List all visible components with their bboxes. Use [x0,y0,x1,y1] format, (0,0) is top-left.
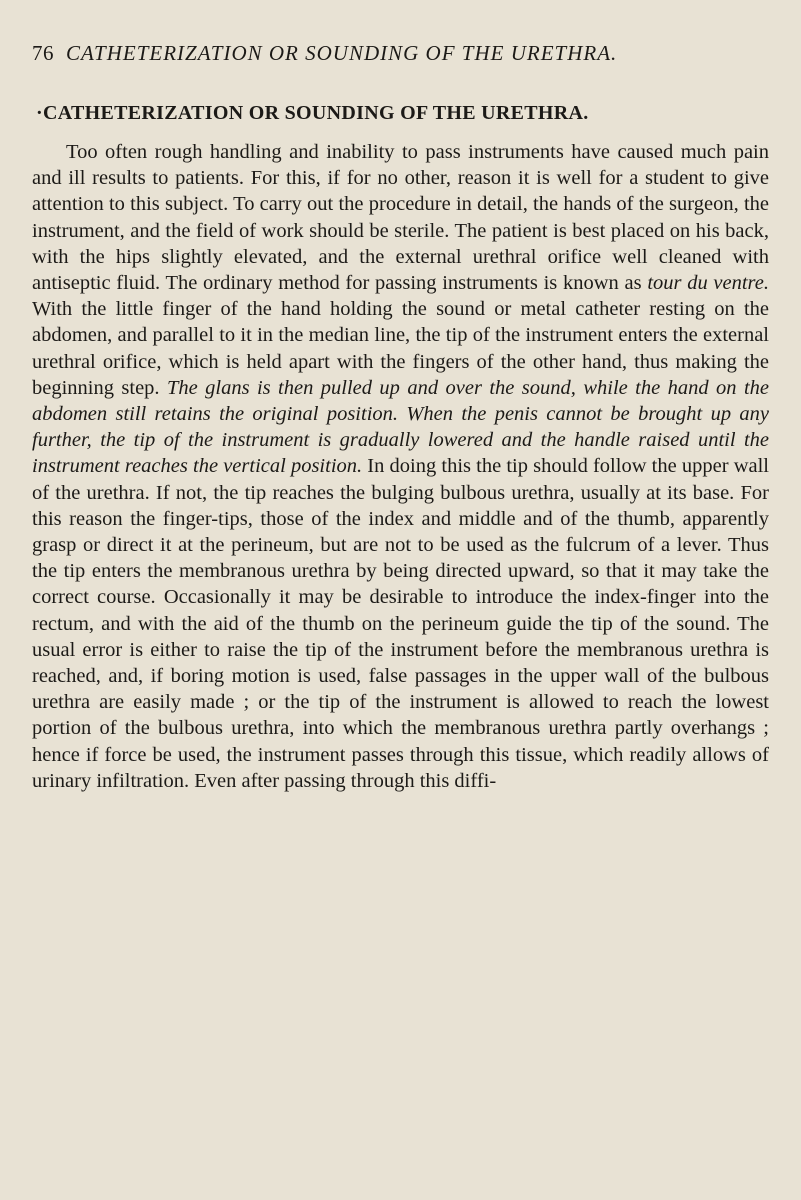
paragraph-text-3: In doing this the tip should follow the upper wall of the urethra. If not, the tip reaches the bulging bulbous urethra, usually at its base. For this reason the finger-tips, those of the index and middle and of the thumb, apparently grasp or direct it at the perineum, but are not to be used as the fulcrum of a lever. Thus the tip enters the membranous urethra by being directed upward, so that it may take the correct course. Occasionally it may be desirable to introduce the index-finger into the rectum, and with the aid of the thumb on the perineum guide the tip of the sound. The usual error is either to raise the tip of the instrument before the membranous urethra is reached, and, if boring motion is used, false passages in the upper wall of the bulbous urethra are easily made ; or the tip of the instrument is allowed to reach the lowest portion of the bulbous urethra, into which the membranous urethra partly overhangs ; hence if force be used, the instrument passes through this tissue, which readily allows of urinary infiltration. Even after passing through this diffi- [32,455,769,792]
body-paragraph [32,139,769,794]
paragraph-text-2: With the little finger of the hand holding the sound or metal catheter resting on the abdomen, and parallel to it in the median line, the tip of the instrument enters the external urethral orifice, which is held apart with the fingers of the other hand, thus making the beginning step. [32,298,769,399]
page-number: 76 [32,41,54,65]
section-heading: ·CATHETERIZATION OR SOUNDING OF THE URETHRA. [36,102,589,124]
italic-term: tour du ventre. [647,272,769,295]
running-head [32,40,769,66]
italic-passage: The glans is then pulled up and over the sound, while the hand on the abdomen still retains the original position. When the penis cannot be brought up any further, the tip of the instrument is gradually lowered and the handle raised until the instrument reaches the vertical position. [32,376,769,478]
running-head-title: CATHETERIZATION OR SOUNDING OF THE URETHRA. [66,41,618,65]
paragraph-text-1: Too often rough handling and inability to pass instruments have caused much pain and ill results to patients. For this, if for no other, reason it is well for a student to give attention to this subject. To carry out the procedure in detail, the hands of the surgeon, the instrument, and the field of work should be sterile. The patient is best placed on his back, with the hips slightly elevated, and the external urethral orifice well cleaned with antiseptic fluid. The ordinary method for passing instruments is known as [32,141,769,295]
